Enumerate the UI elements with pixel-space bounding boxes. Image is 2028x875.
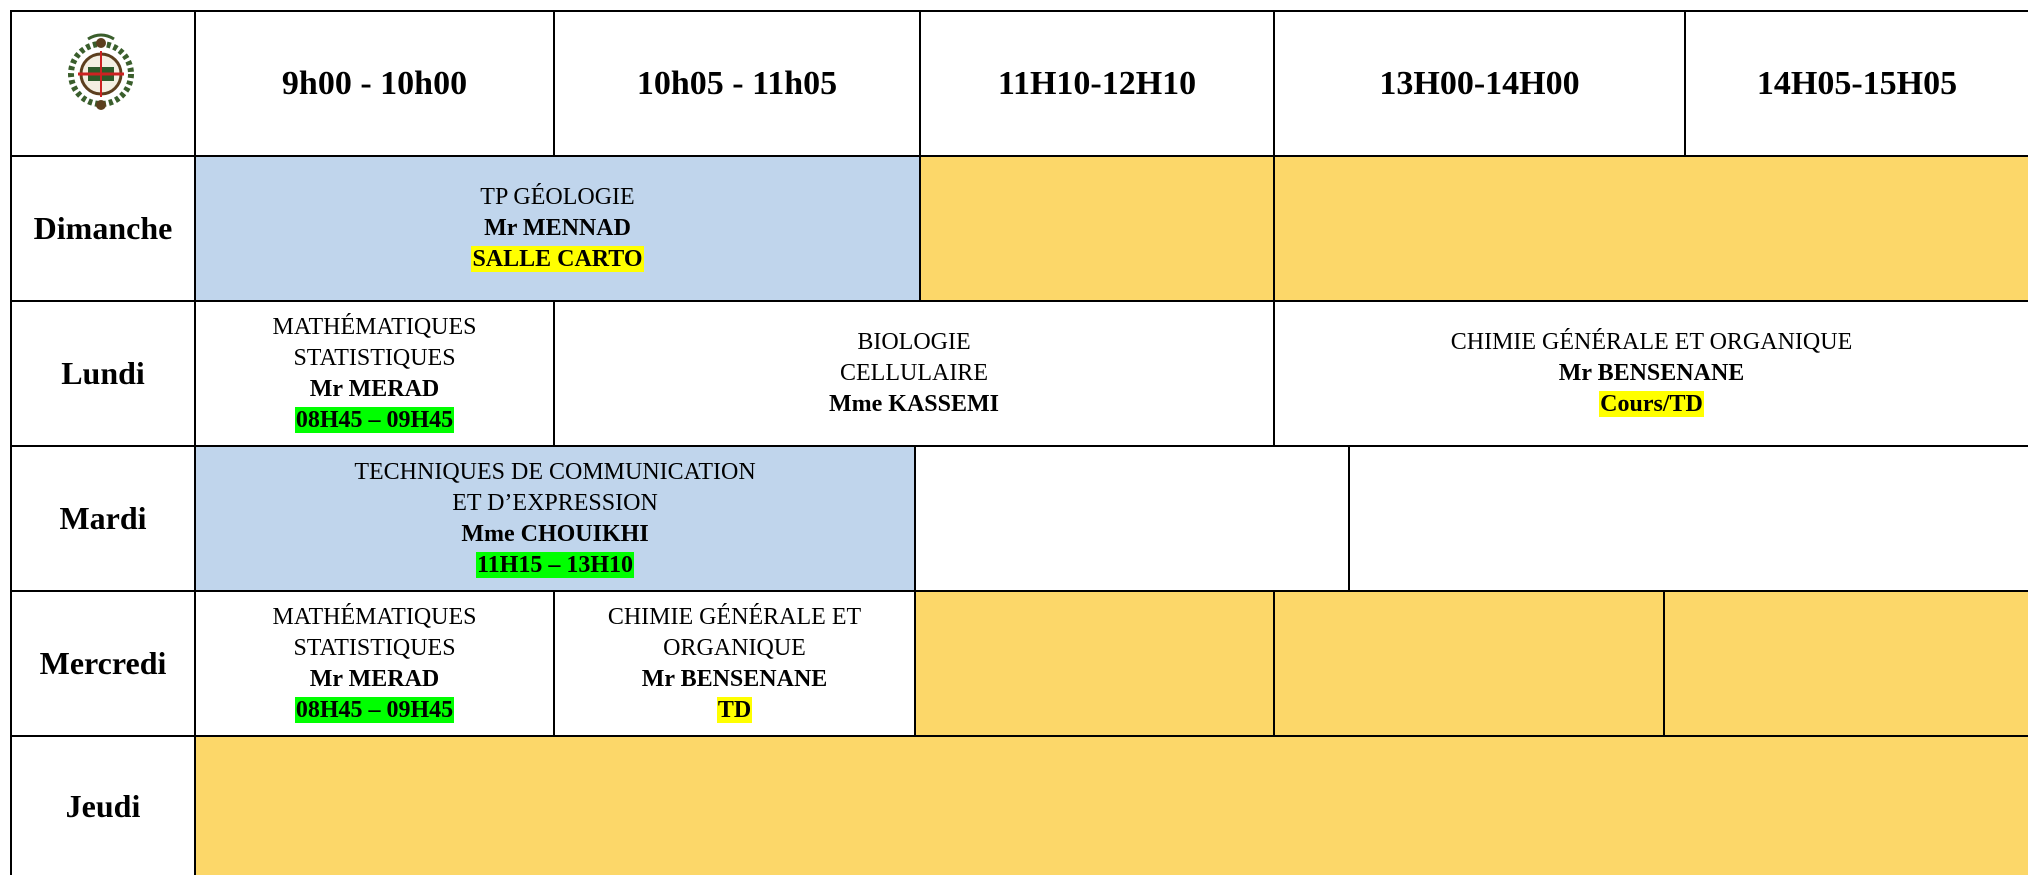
day-label-lundi: Lundi	[61, 355, 145, 391]
teacher-name: Mr MENNAD	[484, 215, 631, 241]
dimanche-tp-geologie-cell	[196, 157, 919, 300]
header-slot-3: 11H10-12H10	[997, 65, 1197, 102]
time-badge: 08H45 – 09H45	[295, 696, 454, 723]
dimanche-afternoon-empty	[1273, 157, 2028, 301]
grid-mercredi-col5	[1663, 591, 1665, 736]
teacher-name: Mr MERAD	[309, 665, 440, 692]
mercredi-chimie-cell	[555, 592, 914, 735]
mercredi-math-cell	[196, 592, 553, 735]
dimanche-empty-slot	[921, 157, 1273, 301]
course-title-line1: TECHNIQUES DE COMMUNICATION	[354, 458, 756, 485]
session-type-badge: Cours/TD	[1600, 391, 1703, 417]
course-title-line1: CHIMIE GÉNÉRALE ET	[607, 603, 862, 630]
grid-mercredi-col3	[914, 591, 916, 736]
course-title-line2: ET D’EXPRESSION	[452, 489, 658, 516]
course-title: TP GÉOLOGIE	[480, 184, 635, 210]
room-badge: SALLE CARTO	[472, 246, 643, 272]
teacher-name: Mr BENSENANE	[641, 665, 828, 692]
grid-dimanche-col3	[919, 156, 921, 301]
mercredi-slot-4	[1274, 592, 1664, 735]
course-title-line2: STATISTIQUES	[293, 634, 456, 661]
lundi-biologie-cell	[555, 302, 1273, 445]
course-title-line1: MATHÉMATIQUES	[272, 603, 477, 630]
lundi-chimie-cell	[1275, 302, 2028, 445]
time-badge: 08H45 – 09H45	[295, 406, 454, 433]
teacher-name: Mme CHOUIKHI	[461, 520, 649, 547]
grid-mardi-col4	[1348, 446, 1350, 591]
header-slot-2: 10h05 - 11h05	[636, 65, 838, 102]
mercredi-slot-3	[916, 592, 1274, 735]
header-slot-5: 14H05-15H05	[1756, 65, 1958, 102]
grid-mardi-col3	[914, 446, 916, 591]
university-seal-icon	[58, 31, 144, 117]
course-title-line2: CELLULAIRE	[840, 360, 988, 386]
day-label-dimanche: Dimanche	[33, 210, 173, 246]
course-title: CHIMIE GÉNÉRALE ET ORGANIQUE	[1450, 329, 1853, 355]
teacher-name: Mme KASSEMI	[829, 391, 999, 417]
grid-line-row5	[10, 735, 2028, 737]
session-type-badge: TD	[717, 696, 752, 723]
day-label-mercredi: Mercredi	[39, 645, 167, 681]
mardi-techniques-cell	[196, 447, 914, 590]
course-title-line2: STATISTIQUES	[293, 344, 456, 371]
header-slot-1: 9h00 - 10h00	[281, 65, 468, 102]
jeudi-empty-row	[196, 737, 2028, 875]
teacher-name: Mr MERAD	[309, 375, 440, 402]
course-title-line1: MATHÉMATIQUES	[272, 313, 477, 340]
header-slot-4: 13H00-14H00	[1379, 65, 1580, 102]
day-label-jeudi: Jeudi	[65, 787, 141, 824]
time-badge: 11H15 – 13H10	[476, 551, 633, 578]
course-title-line1: BIOLOGIE	[857, 329, 971, 355]
lundi-math-cell	[196, 302, 553, 445]
teacher-name: Mr BENSENANE	[1558, 360, 1745, 386]
mercredi-slot-5	[1664, 592, 2028, 735]
grid-dimanche-col4	[1273, 156, 1275, 301]
day-label-mardi: Mardi	[59, 500, 147, 536]
grid-mercredi-col4	[1273, 591, 1275, 736]
course-title-line2: ORGANIQUE	[663, 634, 806, 661]
